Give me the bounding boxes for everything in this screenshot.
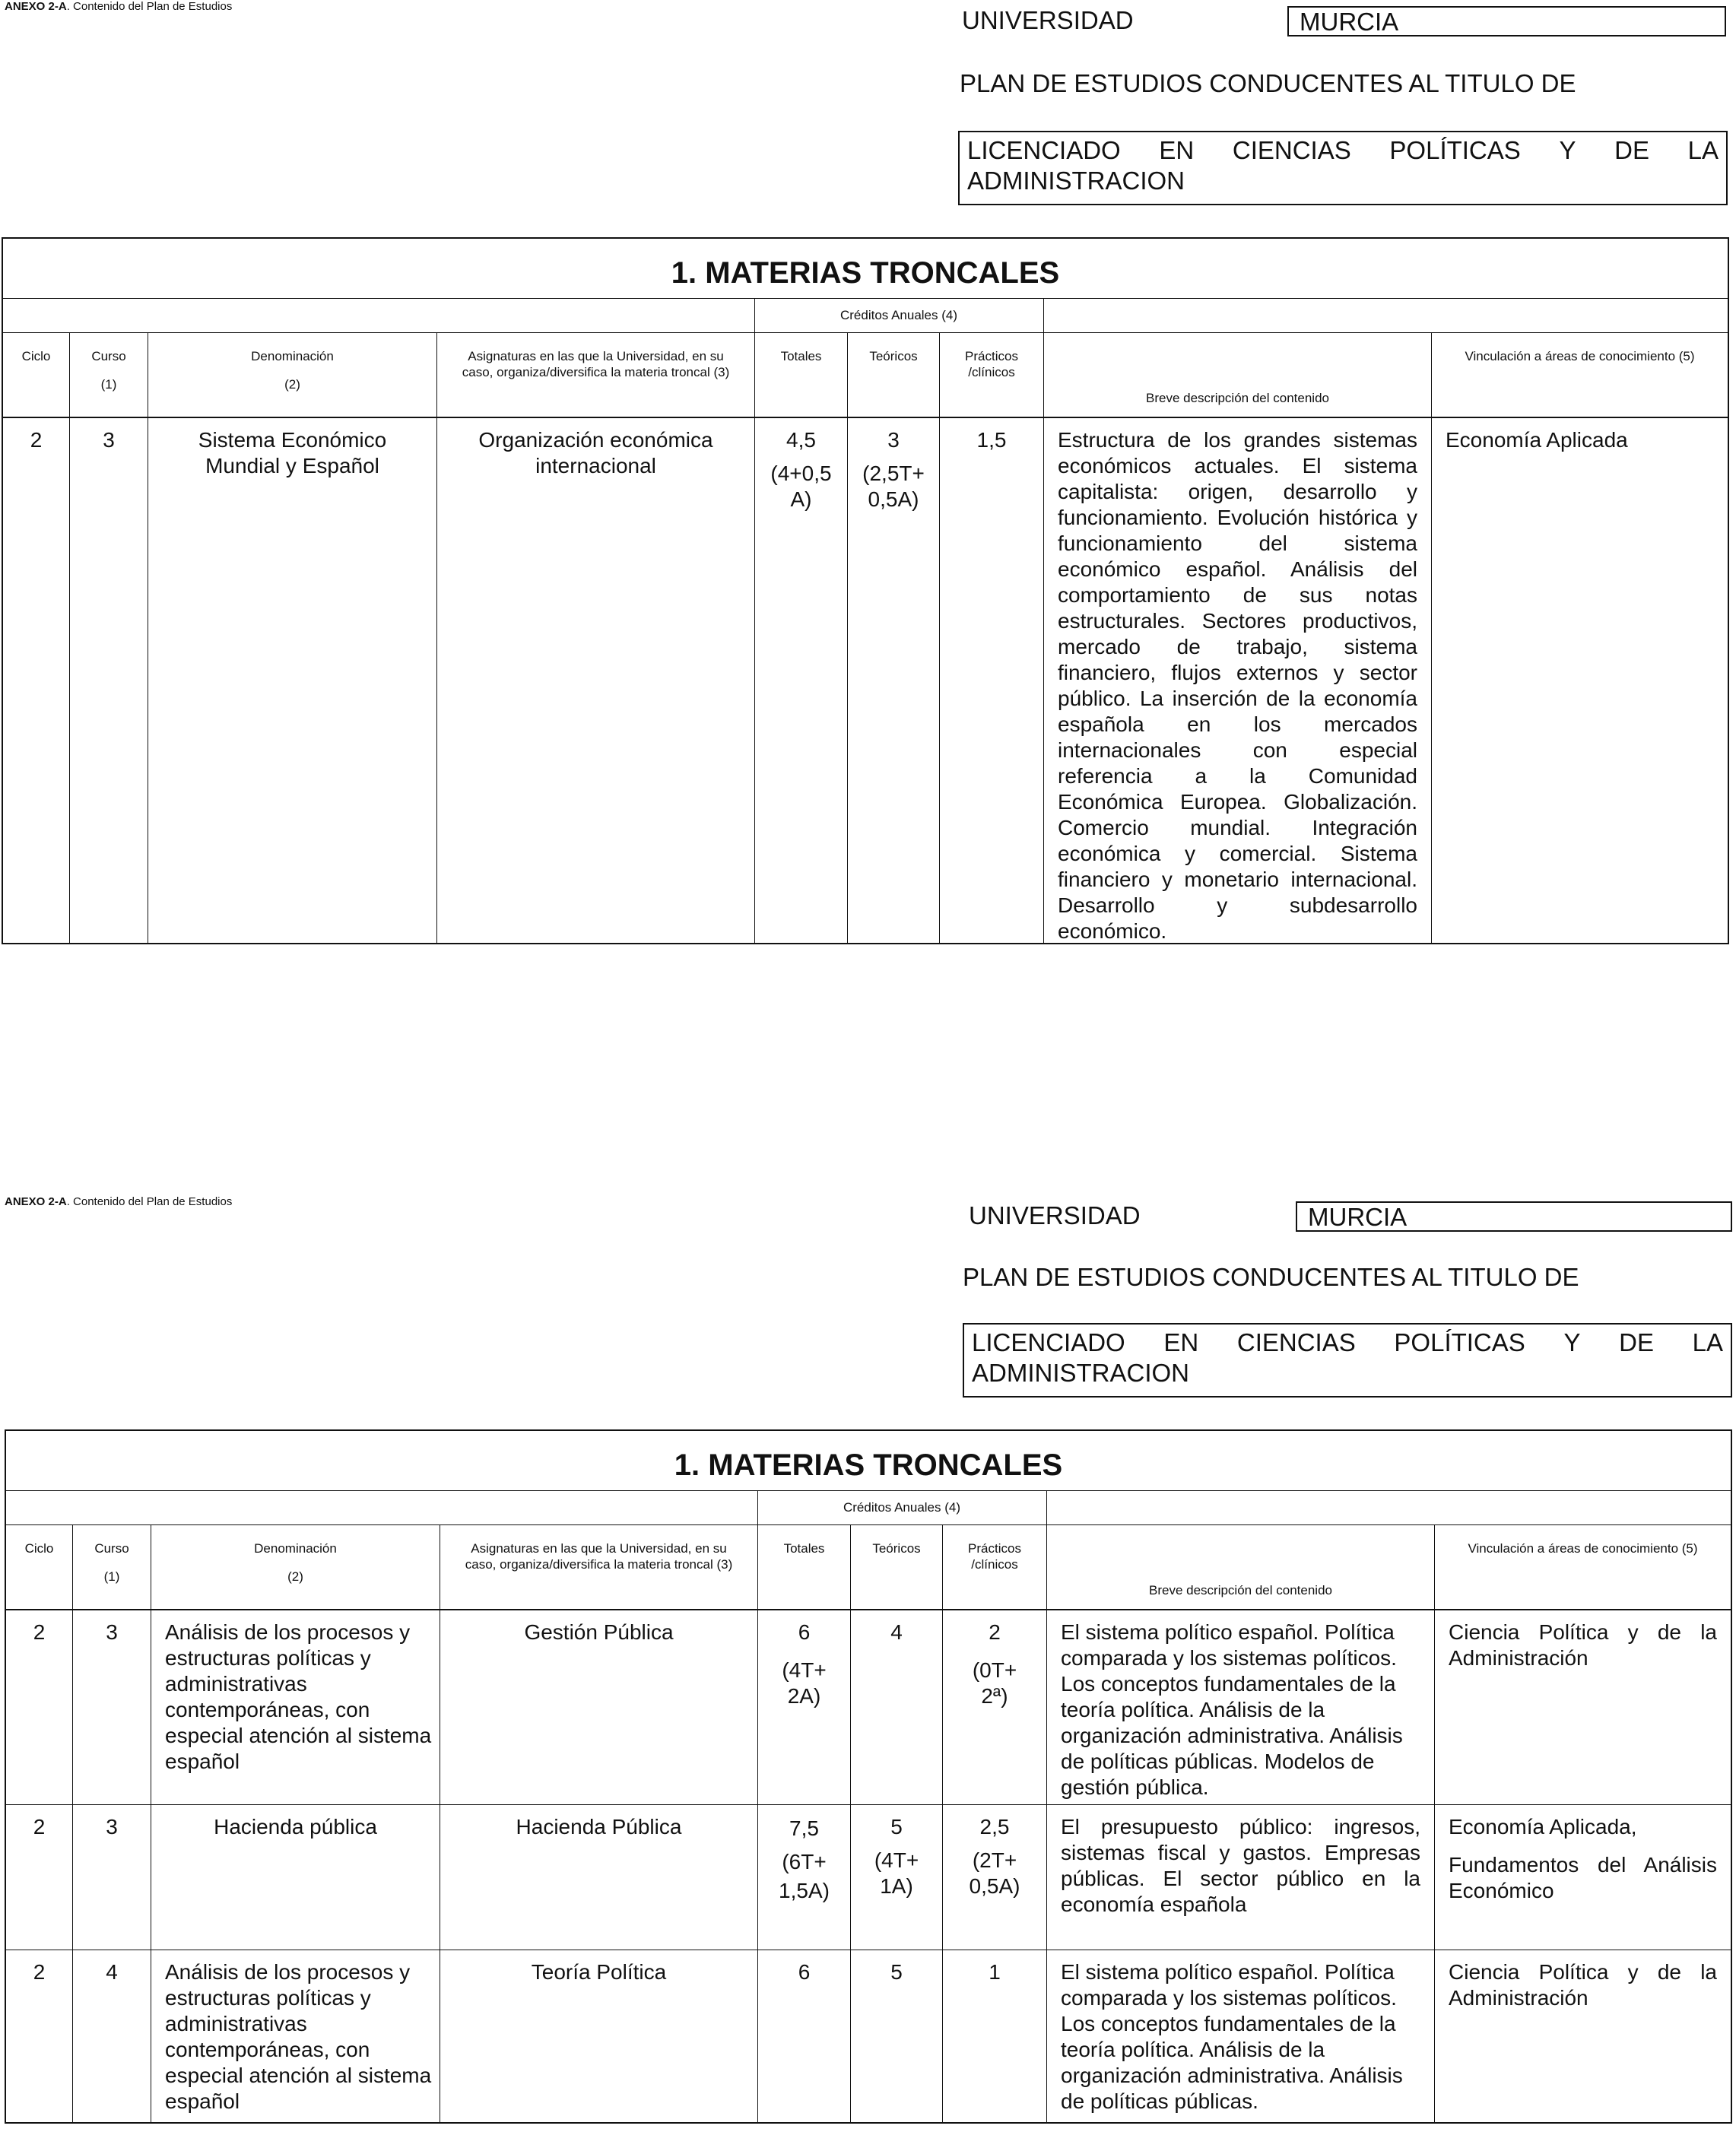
degree-title-line-1 bbox=[967, 135, 1719, 166]
annex-description: . Contenido del Plan de Estudios bbox=[66, 0, 233, 13]
cell-ciclo: 2 bbox=[33, 1815, 46, 1839]
degree-title-word: DE bbox=[1619, 1328, 1654, 1356]
degree-title-word: Y bbox=[1563, 1328, 1581, 1356]
degree-title-word: POLÍTICAS bbox=[1394, 1328, 1525, 1356]
table-title: 1. MATERIAS TRONCALES bbox=[3, 239, 1728, 299]
plan-label: PLAN DE ESTUDIOS CONDUCENTES AL TITULO DE bbox=[960, 69, 1576, 97]
cell-teoricos: 4 bbox=[850, 1610, 942, 1804]
degree-title-word: CIENCIAS bbox=[1236, 1328, 1356, 1356]
header-asignaturas: Asignaturas en las que la Universidad, en su caso, organiza/diversifica la materia troncal (3) bbox=[436, 333, 754, 417]
table-row bbox=[6, 1805, 1731, 1950]
degree-title-word: CIENCIAS bbox=[1232, 136, 1351, 164]
cell-vinculacion: Economía Aplicada, Fundamentos del Análisis Económico bbox=[1434, 1805, 1731, 1950]
header-descripcion: Breve descripción del contenido bbox=[1043, 333, 1431, 417]
cell-vinculacion: Ciencia Política y de la Administración bbox=[1434, 1950, 1731, 2122]
cell-asignatura: Hacienda Pública bbox=[440, 1805, 757, 1950]
cell-curso: 3 bbox=[69, 418, 148, 943]
cell-teoricos: 3 (2,5T+ 0,5A) bbox=[847, 418, 939, 943]
degree-title-line-1 bbox=[972, 1328, 1723, 1358]
annex-code: ANEXO 2-A bbox=[5, 1195, 67, 1208]
degree-title-word: LA bbox=[1687, 136, 1719, 164]
header-teoricos: Teóricos bbox=[850, 1525, 942, 1609]
header-ciclo: Ciclo bbox=[21, 349, 51, 363]
degree-title-box bbox=[963, 1323, 1732, 1398]
cell-descripcion: Estructura de los grandes sistemas económicos actuales. El sistema capitalista: origen, desarrollo y funcionamiento. Evolución histórica y funcionamiento del sistema económico español. Análisis del comportamiento de sus notas estructurales. Sectores productivos, mercado de trabajo, sistema financiero, flujos externos y sector público. La inserción de la economía española en los mercados internacionales con especial referencia a la Comunidad Económica Europea. Globalización. Comercio mundial. Integración económica y comercial. Sistema financiero y monetario internacional. Desarrollo y subdesarrollo económico. bbox=[1043, 418, 1431, 943]
creditos-header-row bbox=[6, 1491, 1731, 1525]
degree-title-word: DE bbox=[1614, 136, 1649, 164]
cell-denominacion: Sistema Económico Mundial y Español bbox=[148, 418, 436, 943]
header-descripcion: Breve descripción del contenido bbox=[1046, 1525, 1434, 1609]
cell-asignatura: Gestión Pública bbox=[440, 1610, 757, 1804]
cell-descripcion: El presupuesto público: ingresos, sistemas fiscal y gastos. Empresas públicas. El sector público en la economía española bbox=[1046, 1805, 1434, 1950]
column-header-row bbox=[6, 1525, 1731, 1610]
header-practicos: Prácticos /clínicos bbox=[942, 1525, 1046, 1609]
degree-title-line-2: ADMINISTRACION bbox=[967, 167, 1185, 195]
header-practicos: Prácticos /clínicos bbox=[939, 333, 1043, 417]
header-curso: Curso (1) bbox=[69, 333, 148, 417]
cell-ciclo: 2 bbox=[33, 1620, 46, 1644]
cell-practicos: 1,5 bbox=[939, 418, 1043, 943]
cell-ciclo: 2 bbox=[33, 1960, 46, 1984]
universidad-label: UNIVERSIDAD bbox=[962, 6, 1134, 34]
annex-code: ANEXO 2-A bbox=[5, 0, 67, 13]
degree-title-word: POLÍTICAS bbox=[1389, 136, 1521, 164]
column-header-row bbox=[3, 333, 1728, 418]
cell-asignatura: Organización económica internacional bbox=[436, 418, 754, 943]
cell-curso: 3 bbox=[72, 1610, 151, 1804]
cell-denominacion: Hacienda pública bbox=[151, 1805, 440, 1950]
plan-label: PLAN DE ESTUDIOS CONDUCENTES AL TITULO DE bbox=[963, 1263, 1579, 1291]
header-vinculacion: Vinculación a áreas de conocimiento (5) bbox=[1431, 333, 1728, 417]
degree-title-word: Y bbox=[1559, 136, 1576, 164]
cell-totales: 6 (4T+ 2A) bbox=[757, 1610, 850, 1804]
header-totales: Totales bbox=[754, 333, 847, 417]
materias-table bbox=[2, 237, 1729, 944]
header-denominacion: Denominación (2) bbox=[151, 1525, 440, 1609]
cell-descripcion: El sistema político español. Política comparada y los sistemas políticos. Los conceptos fundamentales de la teoría política. Análisis de la organización administrativa. Análisis de políticas públicas. Modelos de gestión pública. bbox=[1046, 1610, 1434, 1804]
cell-totales: 7,5 (6T+ 1,5A) bbox=[757, 1805, 850, 1950]
cell-ciclo: 2 bbox=[30, 428, 43, 452]
degree-title-word: LICENCIADO bbox=[967, 136, 1121, 164]
degree-title-box bbox=[958, 131, 1728, 205]
header-curso: Curso (1) bbox=[72, 1525, 151, 1609]
cell-teoricos: 5 (4T+ 1A) bbox=[850, 1805, 942, 1950]
cell-curso: 4 bbox=[72, 1950, 151, 2122]
header-vinculacion: Vinculación a áreas de conocimiento (5) bbox=[1434, 1525, 1731, 1609]
cell-totales: 4,5 (4+0,5 A) bbox=[754, 418, 847, 943]
creditos-header-row bbox=[3, 299, 1728, 333]
divider bbox=[1046, 1491, 1047, 1524]
header-ciclo: Ciclo bbox=[24, 1541, 54, 1556]
annex-description: . Contenido del Plan de Estudios bbox=[66, 1195, 233, 1208]
cell-totales: 6 bbox=[757, 1950, 850, 2122]
annex-header bbox=[5, 1195, 232, 1208]
cell-asignatura: Teoría Política bbox=[440, 1950, 757, 2122]
header-asignaturas: Asignaturas en las que la Universidad, en su caso, organiza/diversifica la materia troncal (3) bbox=[440, 1525, 757, 1609]
table-row bbox=[3, 418, 1728, 943]
annex-header bbox=[5, 0, 232, 13]
degree-title-line-2: ADMINISTRACION bbox=[972, 1359, 1190, 1387]
table-title: 1. MATERIAS TRONCALES bbox=[6, 1431, 1731, 1491]
degree-title-word: EN bbox=[1163, 1328, 1199, 1356]
creditos-anuales-label: Créditos Anuales (4) bbox=[843, 1500, 961, 1515]
cell-teoricos: 5 bbox=[850, 1950, 942, 2122]
cell-practicos: 2 (0T+ 2ª) bbox=[942, 1610, 1046, 1804]
cell-practicos: 2,5 (2T+ 0,5A) bbox=[942, 1805, 1046, 1950]
cell-denominacion: Análisis de los procesos y estructuras políticas y administrativas contemporáneas, con especial atención al sistema español bbox=[151, 1950, 440, 2122]
header-teoricos: Teóricos bbox=[847, 333, 939, 417]
degree-title-word: EN bbox=[1159, 136, 1195, 164]
universidad-label: UNIVERSIDAD bbox=[969, 1201, 1141, 1229]
table-row bbox=[6, 1950, 1731, 2122]
table-row bbox=[6, 1610, 1731, 1805]
divider bbox=[1043, 299, 1044, 332]
cell-denominacion: Análisis de los procesos y estructuras políticas y administrativas contemporáneas, con especial atención al sistema español bbox=[151, 1610, 440, 1804]
universidad-value-box: MURCIA bbox=[1296, 1201, 1732, 1232]
cell-vinculacion: Ciencia Política y de la Administración bbox=[1434, 1610, 1731, 1804]
cell-practicos: 1 bbox=[942, 1950, 1046, 2122]
materias-table bbox=[5, 1429, 1732, 2124]
header-totales: Totales bbox=[757, 1525, 850, 1609]
universidad-value-box: MURCIA bbox=[1287, 6, 1726, 36]
cell-curso: 3 bbox=[72, 1805, 151, 1950]
cell-vinculacion: Economía Aplicada bbox=[1431, 418, 1728, 943]
cell-descripcion: El sistema político español. Política comparada y los sistemas políticos. Los conceptos fundamentales de la teoría política. Análisis de la organización administrativa. Análisis de políticas públicas. bbox=[1046, 1950, 1434, 2122]
creditos-anuales-label: Créditos Anuales (4) bbox=[839, 308, 958, 322]
degree-title-word: LICENCIADO bbox=[972, 1328, 1125, 1356]
header-denominacion: Denominación (2) bbox=[148, 333, 436, 417]
degree-title-word: LA bbox=[1692, 1328, 1723, 1356]
